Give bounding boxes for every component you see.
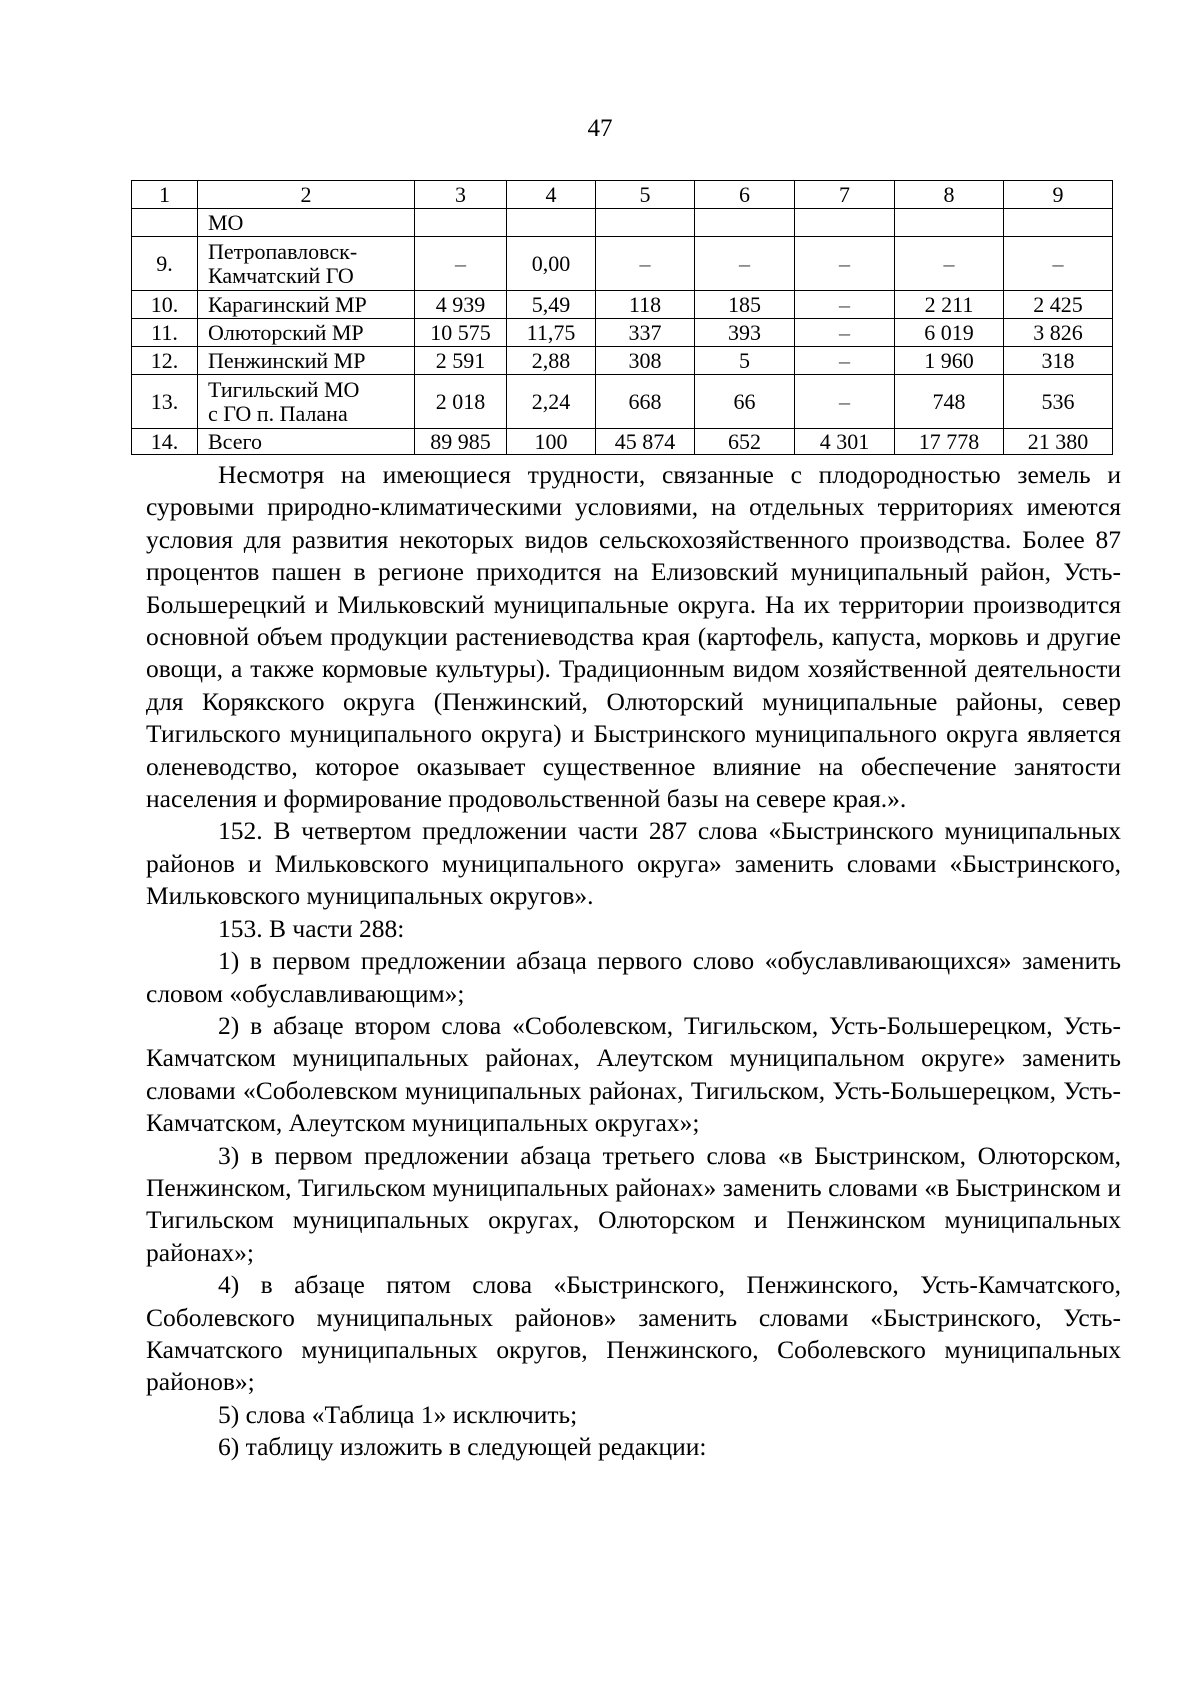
table-cell: 185 [695,291,795,319]
table-cell: 4 301 [795,429,895,455]
table-cell [132,209,198,237]
header-cell: 3 [415,181,507,209]
region-name-cell: МО [198,209,415,237]
table-cell: 3 826 [1004,319,1113,347]
table-cell: 13. [132,375,198,429]
table-cell: 308 [596,347,695,375]
paragraph: 152. В четвертом предложении части 287 слова «Быстринского муниципальных районов и Мильковского муниципального округа» заменить словами «Быстринского, Мильковского муниципальных округов». [146,816,1121,911]
table-cell: 5,49 [507,291,596,319]
table-cell: 2 018 [415,375,507,429]
table-cell: 536 [1004,375,1113,429]
paragraph: Несмотря на имеющиеся трудности, связанные с плодородностью земель и суровыми природно-климатическими условиями, на отдельных территориях имеются условия для развития некоторых видов сельскохозяйственного производства. Более 87 процентов пашен в регионе приходится на Елизовский муниципальный район, Усть-Большерецкий и Мильковский муниципальные округа. На их территории производится основной объем продукции растениеводства края (картофель, капуста, морковь и другие овощи, а также кормовые культуры). Традиционным видом хозяйственной деятельности для Корякского округа (Пенжинский, Олюторский муниципальные районы, север Тигильского муниципального округа) и Быстринского муниципального округа является оленеводство, которое оказывает существенное влияние на обеспечение занятости населения и формирование продовольственной базы на севере края.». [146,460,1121,814]
table-row [132,429,1113,455]
table-cell [795,209,895,237]
data-table [131,180,1113,455]
paragraph: 4) в абзаце пятом слова «Быстринского, Пенжинского, Усть-Камчатского, Соболевского муниципальных районов» заменить словами «Быстринского, Усть-Камчатского муниципальных округов, Пенжинского, Соболевского муниципальных районов»; [146,1270,1121,1397]
table-cell: 4 939 [415,291,507,319]
header-cell: 7 [795,181,895,209]
region-name-cell: Петропавловск- Камчатский ГО [198,237,415,291]
header-cell: 9 [1004,181,1113,209]
table-cell: 393 [695,319,795,347]
paragraph: 2) в абзаце втором слова «Соболевском, Тигильском, Усть-Большерецком, Усть-Камчатском муниципальных районах, Алеутском муниципальном округе» заменить словами «Соболевском муниципальных районах, Тигильском, Усть-Большерецком, Усть-Камчатском, Алеутском муниципальных округах»; [146,1010,1121,1138]
table-cell: 12. [132,347,198,375]
page-number: 47 [587,115,613,142]
paragraph: 6) таблицу изложить в следующей редакции: [218,1432,707,1462]
table-cell: 100 [507,429,596,455]
table-cell: 2 425 [1004,291,1113,319]
table-cell: 2 591 [415,347,507,375]
table-row [132,209,1113,237]
table-cell [895,209,1004,237]
table-cell: 10 575 [415,319,507,347]
table-cell: 11. [132,319,198,347]
table-cell [415,209,507,237]
region-name-cell: Олюторский МР [198,319,415,347]
table-cell: 2,24 [507,375,596,429]
region-name-cell: Пенжинский МР [198,347,415,375]
table-cell: 11,75 [507,319,596,347]
table-row [132,319,1113,347]
table-cell: 6 019 [895,319,1004,347]
header-cell: 1 [132,181,198,209]
region-name-cell: Тигильский МО с ГО п. Палана [198,375,415,429]
header-cell: 6 [695,181,795,209]
table-cell: 1 960 [895,347,1004,375]
table-cell: 2,88 [507,347,596,375]
table-cell: 337 [596,319,695,347]
table-cell: 21 380 [1004,429,1113,455]
table-cell: 5 [695,347,795,375]
table-cell: – [895,237,1004,291]
table-cell [596,209,695,237]
paragraph: 5) слова «Таблица 1» исключить; [218,1399,578,1429]
paragraph: 3) в первом предложении абзаца третьего слова «в Быстринском, Олюторском, Пенжинском, Тигильском муниципальных районах» заменить словами «в Быстринском и Тигильском муниципальных округах, Олюторском и Пенжинском муниципальных районах»; [146,1140,1121,1267]
table-cell: 2 211 [895,291,1004,319]
table-cell: 14. [132,429,198,455]
table-cell [507,209,596,237]
table-cell: 10. [132,291,198,319]
table-cell: – [795,237,895,291]
table-cell: 0,00 [507,237,596,291]
table-cell [695,209,795,237]
body-text [146,459,1121,1464]
table-header-row [132,181,1113,209]
table-cell: – [795,319,895,347]
table-cell: – [795,375,895,429]
table-cell: – [1004,237,1113,291]
table-cell: 318 [1004,347,1113,375]
table-cell: 17 778 [895,429,1004,455]
header-cell: 8 [895,181,1004,209]
table-cell: – [596,237,695,291]
paragraph: 153. В части 288: [218,913,405,943]
table-cell: 748 [895,375,1004,429]
table-cell: 652 [695,429,795,455]
header-cell: 2 [198,181,415,209]
table-row [132,291,1113,319]
region-name-cell: Карагинский МР [198,291,415,319]
table-row [132,237,1113,291]
table-cell [1004,209,1113,237]
table-cell: 45 874 [596,429,695,455]
table-row [132,347,1113,375]
header-cell: 5 [596,181,695,209]
table-cell: – [415,237,507,291]
header-cell: 4 [507,181,596,209]
table-cell: – [795,347,895,375]
table-row [132,375,1113,429]
table-cell: 66 [695,375,795,429]
table-cell: 118 [596,291,695,319]
region-name-cell: Всего [198,429,415,455]
table-cell: – [695,237,795,291]
table-cell: 89 985 [415,429,507,455]
table-cell: 668 [596,375,695,429]
table-cell: – [795,291,895,319]
paragraph: 1) в первом предложении абзаца первого слово «обуславливающихся» заменить словом «обуславливающим»; [146,946,1121,1008]
table-body [132,181,1113,455]
table-cell: 9. [132,237,198,291]
